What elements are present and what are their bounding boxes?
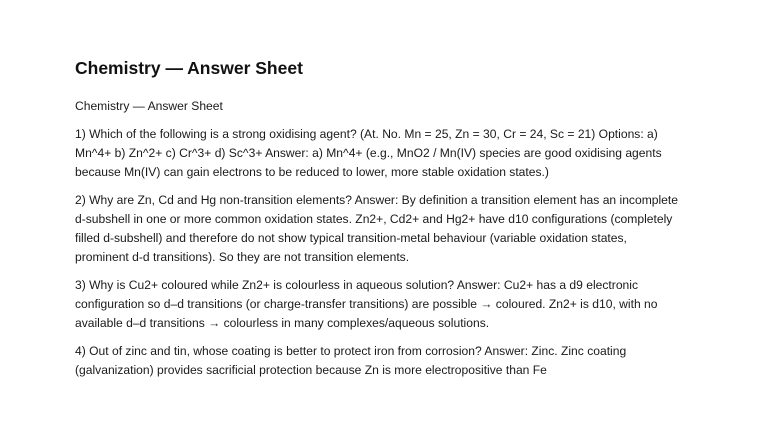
answer-paragraph-1: 1) Which of the following is a strong oxidising agent? (At. No. Mn = 25, Zn = 30, Cr = 24, Sc = 21) Options: a) Mn^4+ b) Zn^2+ c) Cr^3+ d) Sc^3+ Answer: a) Mn^4+ (e.g., MnO2 / Mn(IV) species are good oxidising agents because Mn(IV) can gain electrons to be reduced to lower, more stable oxidation states.) [75, 127, 662, 179]
document-subtitle: Chemistry — Answer Sheet [75, 99, 223, 113]
document-title: Chemistry — Answer Sheet [75, 58, 303, 78]
document-body [75, 97, 680, 389]
answer-paragraph-4: 4) Out of zinc and tin, whose coating is better to protect iron from corrosion? Answer: Zinc. Zinc coating (galvanization) provides sacrificial protection because Zn is more electropositive than Fe [75, 344, 627, 377]
answer-paragraph-3: 3) Why is Cu2+ coloured while Zn2+ is colourless in aqueous solution? Answer: Cu2+ has a d9 electronic configuration so d–d transitions (or charge-transfer transitions) are possible → coloured. Zn2+ is d10, with no available d–d transitions → colourless in many complexes/aqueous solutions. [75, 278, 658, 330]
answer-paragraph-2: 2) Why are Zn, Cd and Hg non-transition elements? Answer: By definition a transition element has an incomplete d-subshell in one or more common oxidation states. Zn2+, Cd2+ and Hg2+ have d10 configurations (completely filled d-subshell) and therefore do not show typical transition-metal behaviour (variable oxidation states, prominent d-d transitions). So they are not transition elements. [75, 193, 678, 264]
